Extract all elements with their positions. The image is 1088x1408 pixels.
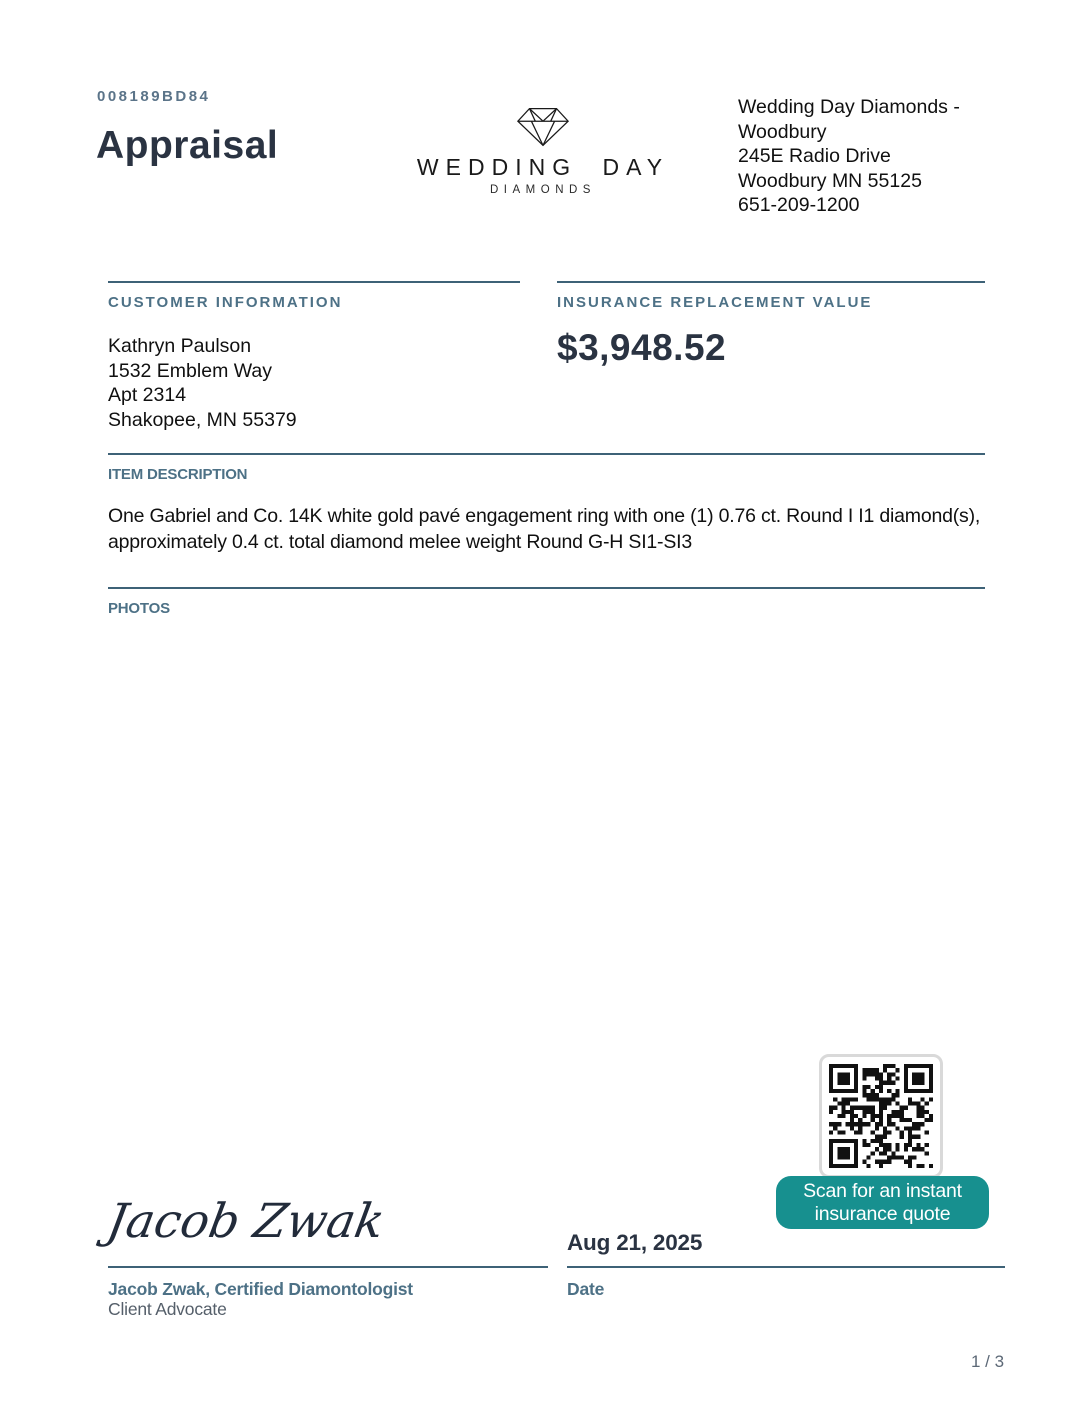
customer-details: [108, 334, 520, 432]
customer-name: Kathryn Paulson: [108, 335, 252, 357]
date-line: [567, 1266, 1005, 1268]
document-id: 008189BD84: [97, 88, 211, 105]
signer-name: Jacob Zwak, Certified Diamontologist: [108, 1279, 413, 1299]
brand-name: WEDDING DAY: [416, 154, 670, 180]
signer-role: Client Advocate: [108, 1299, 227, 1319]
diamond-icon: [514, 106, 572, 148]
customer-information-heading: CUSTOMER INFORMATION: [108, 294, 343, 311]
qr-code-card: [819, 1054, 943, 1178]
qr-scan-button-label-line1: Scan for an instant: [803, 1179, 962, 1202]
store-address-line: Wedding Day Diamonds - Woodbury: [738, 96, 960, 143]
qr-scan-button-label-line2: insurance quote: [814, 1202, 951, 1225]
customer-address-line: Shakopee, MN 55379: [108, 408, 297, 431]
appraisal-date: Aug 21, 2025: [567, 1230, 703, 1255]
store-address-line: Woodbury MN 55125: [738, 169, 922, 192]
customer-address-line: Apt 2314: [108, 384, 187, 406]
section-divider: [108, 281, 520, 283]
insurance-value-heading: INSURANCE REPLACEMENT VALUE: [557, 294, 873, 311]
store-address-line: 245E Radio Drive: [738, 145, 891, 167]
item-description-heading: ITEM DESCRIPTION: [108, 466, 248, 483]
insurance-replacement-amount: $3,948.52: [557, 327, 727, 368]
qr-code-icon: [829, 1064, 933, 1168]
brand-logo: [408, 106, 678, 196]
customer-address-line: 1532 Emblem Way: [108, 359, 273, 382]
page-indicator: 1 / 3: [971, 1352, 1005, 1371]
item-description-text: One Gabriel and Co. 14K white gold pavé engagement ring with one (1) 0.76 ct. Round I I1 diamond(s), approximately 0.4 ct. total diamond melee weight Round G-H SI1-SI3: [108, 505, 981, 553]
customer-information-section: [108, 281, 520, 432]
store-address: [738, 95, 1000, 218]
insurance-value-section: [557, 281, 985, 369]
signature-line: [108, 1266, 548, 1268]
section-divider: [557, 281, 985, 283]
qr-scan-button[interactable]: [776, 1176, 989, 1229]
page-title: Appraisal: [96, 124, 279, 167]
brand-subname: DIAMONDS: [490, 184, 596, 196]
store-phone: 651-209-1200: [738, 194, 860, 216]
date-label: Date: [567, 1279, 605, 1299]
photos-heading: PHOTOS: [108, 600, 170, 617]
signature: Jacob Zwak: [103, 1194, 389, 1249]
section-divider: [108, 453, 985, 455]
section-divider: [108, 587, 985, 589]
